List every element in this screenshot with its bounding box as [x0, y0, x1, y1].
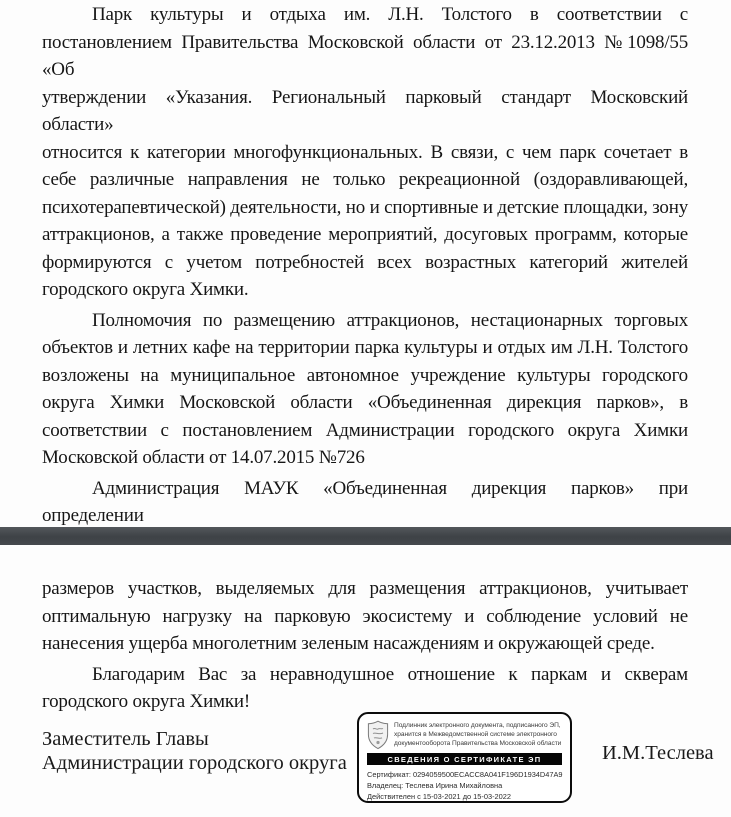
signatory-position-line: Администрации городского округа — [42, 752, 347, 774]
paragraph — [42, 1, 688, 304]
page1-text-block — [42, 1, 688, 530]
stamp-certificate-bar: СВЕДЕНИЯ О СЕРТИФИКАТЕ ЭП — [367, 753, 562, 765]
text-line: Московской области от 14.07.2015 №726 — [42, 447, 365, 468]
text-line: Администрация МАУК «Объединенная дирекция парков» при определении — [42, 477, 688, 526]
stamp-validity-line: Действителен с 15-03-2021 до 15-03-2022 — [367, 792, 511, 801]
text-line: Полномочия по размещению аттракционов, нестационарных торговых — [92, 309, 688, 331]
paragraph — [42, 575, 688, 658]
signatory-name: И.М.Теслева — [602, 742, 714, 764]
text-line: размеров участков, выделяемых для размещения аттракционов, учитывает — [42, 578, 688, 599]
text-line: объектов и летних кафе на территории парка культуры и отдых им Л.Н. Толстого — [42, 337, 688, 358]
stamp-certificate-line: Сертификат: 0294059500ECACC8A041F196D1934D47A9 — [367, 770, 563, 779]
paragraph — [42, 475, 688, 530]
text-line: относится к категории многофункциональных. В связи, с чем парк сочетает в — [42, 141, 688, 163]
text-line: Благодарим Вас за неравнодушное отношение к паркам и скверам — [92, 663, 688, 685]
stamp-header-line: хранится в Межведомственной системе электронного — [394, 731, 557, 738]
text-line: соответствии с постановлением Администрации городского округа Химки — [42, 419, 688, 441]
text-line: аттракционов, а также проведение мероприятий, досуговых программ, которые — [42, 224, 688, 245]
text-line: оптимальную нагрузку на парковую экосистему и соблюдение условий не — [42, 605, 688, 627]
text-line: формируются с учетом потребностей всех возрастных категорий жителей — [42, 251, 688, 273]
stamp-header-text — [394, 720, 561, 748]
stamp-header-line: Подлинник электронного документа, подписанного ЭП, — [394, 722, 561, 729]
paragraph — [42, 661, 688, 716]
moscow-oblast-emblem-icon — [367, 720, 389, 750]
digital-signature-stamp — [357, 712, 572, 803]
signatory-position-line: Заместитель Главы — [42, 728, 209, 750]
signatory-position — [42, 727, 347, 775]
text-line: себе различные направления не только рекреационной (оздоравливающей, — [42, 169, 688, 190]
stamp-header-line: документооборота Правительства Московской области — [394, 740, 562, 747]
text-line: возложены на муниципальное автономное учреждение культуры городского — [42, 364, 688, 386]
text-line: округа Химки Московской области «Объединенная дирекция парков», в — [42, 392, 688, 413]
page2-text-block — [42, 575, 688, 716]
text-line: постановлением Правительства Московской области от 23.12.2013 №1098/55 «Об — [42, 31, 688, 80]
text-line: городского округа Химки! — [42, 691, 251, 712]
page-break-band — [0, 527, 731, 545]
text-line: психотерапевтической) деятельности, но и спортивные и детские площадки, зону — [42, 196, 688, 218]
stamp-header — [367, 720, 562, 750]
text-line: городского округа Химки. — [42, 279, 249, 300]
stamp-owner-line: Владелец: Теслева Ирина Михайловна — [367, 781, 503, 790]
text-line: нанесения ущерба многолетним зеленым насаждениям и окружающей среде. — [42, 633, 655, 654]
text-line: Парк культуры и отдыха им. Л.Н. Толстого в соответствии с — [92, 4, 688, 25]
text-line: утверждении «Указания. Региональный парковый стандарт Московский области» — [42, 86, 688, 135]
paragraph — [42, 307, 688, 472]
stamp-info-block — [367, 769, 562, 802]
